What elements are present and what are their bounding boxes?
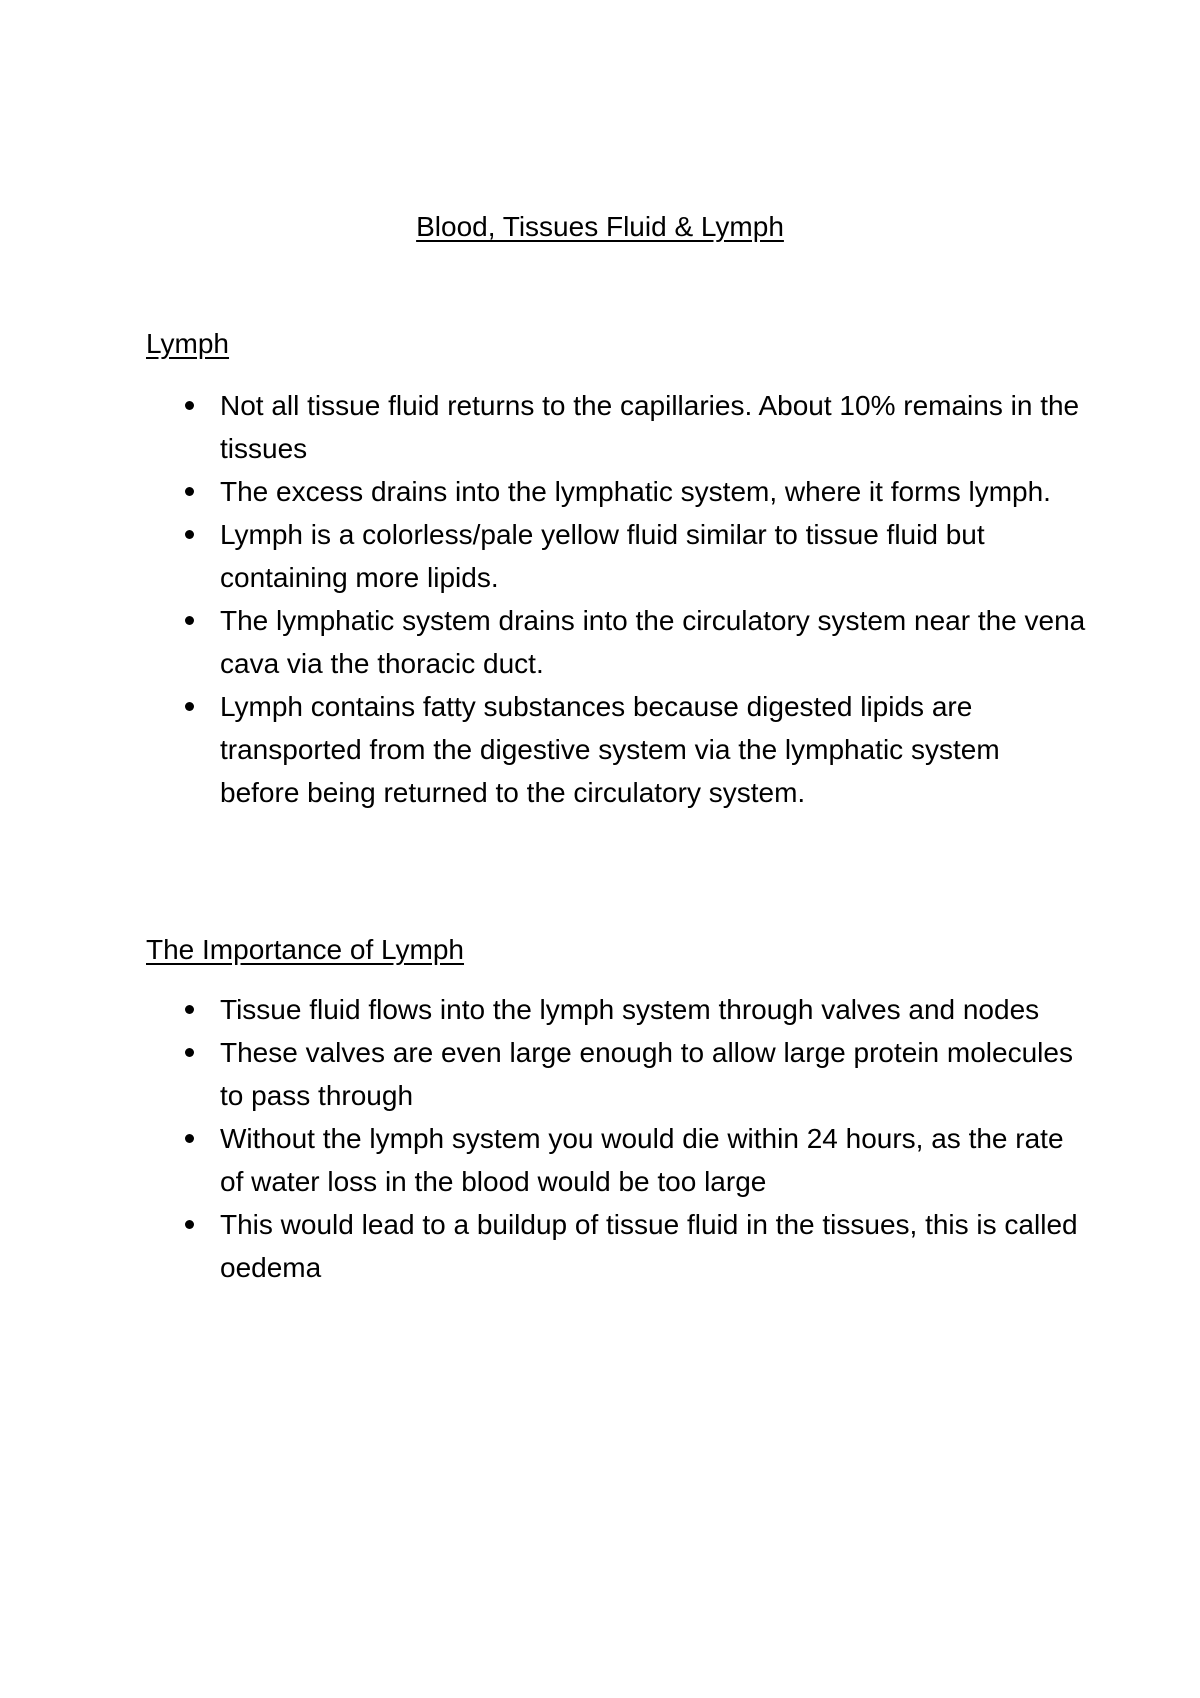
bullet-icon xyxy=(185,1005,194,1014)
list-item-text: Not all tissue fluid returns to the capillaries. About 10% remains in the tissues xyxy=(220,390,1080,464)
bullet-icon xyxy=(185,1134,194,1143)
list-item-text: Without the lymph system you would die within 24 hours, as the rate of water loss in the blood would be too large xyxy=(220,1123,1064,1197)
document-title: Blood, Tissues Fluid & Lymph xyxy=(416,211,784,242)
list-item-text: This would lead to a buildup of tissue fluid in the tissues, this is called oedema xyxy=(220,1209,1078,1283)
bullet-icon xyxy=(185,1048,194,1057)
list-item xyxy=(146,599,1086,685)
list-item xyxy=(146,384,1086,470)
bullet-icon xyxy=(185,616,194,625)
list-item xyxy=(146,1031,1086,1117)
list-item-text: The lymphatic system drains into the circulatory system near the vena cava via the thoracic duct. xyxy=(220,605,1086,679)
list-item-text: These valves are even large enough to allow large protein molecules to pass through xyxy=(220,1037,1073,1111)
list-item xyxy=(146,1203,1086,1289)
bullet-icon xyxy=(185,401,194,410)
list-item-text: Lymph contains fatty substances because digested lipids are transported from the digestive system via the lymphatic system before being returned to the circulatory system. xyxy=(220,691,1000,808)
section-heading-lymph: Lymph xyxy=(146,328,230,359)
bullet-icon xyxy=(185,487,194,496)
bullet-list-lymph xyxy=(146,384,1086,814)
list-item-text: The excess drains into the lymphatic system, where it forms lymph. xyxy=(220,476,1051,507)
bullet-icon xyxy=(185,1220,194,1229)
list-item-text: Lymph is a colorless/pale yellow fluid similar to tissue fluid but containing more lipids. xyxy=(220,519,985,593)
list-item xyxy=(146,470,1086,513)
list-item xyxy=(146,513,1086,599)
list-item xyxy=(146,685,1086,814)
list-item xyxy=(146,1117,1086,1203)
bullet-icon xyxy=(185,702,194,711)
list-item xyxy=(146,988,1086,1031)
list-item-text: Tissue fluid flows into the lymph system through valves and nodes xyxy=(220,994,1040,1025)
bullet-list-importance-of-lymph xyxy=(146,988,1086,1289)
bullet-icon xyxy=(185,530,194,539)
section-heading-importance-of-lymph: The Importance of Lymph xyxy=(146,934,465,965)
